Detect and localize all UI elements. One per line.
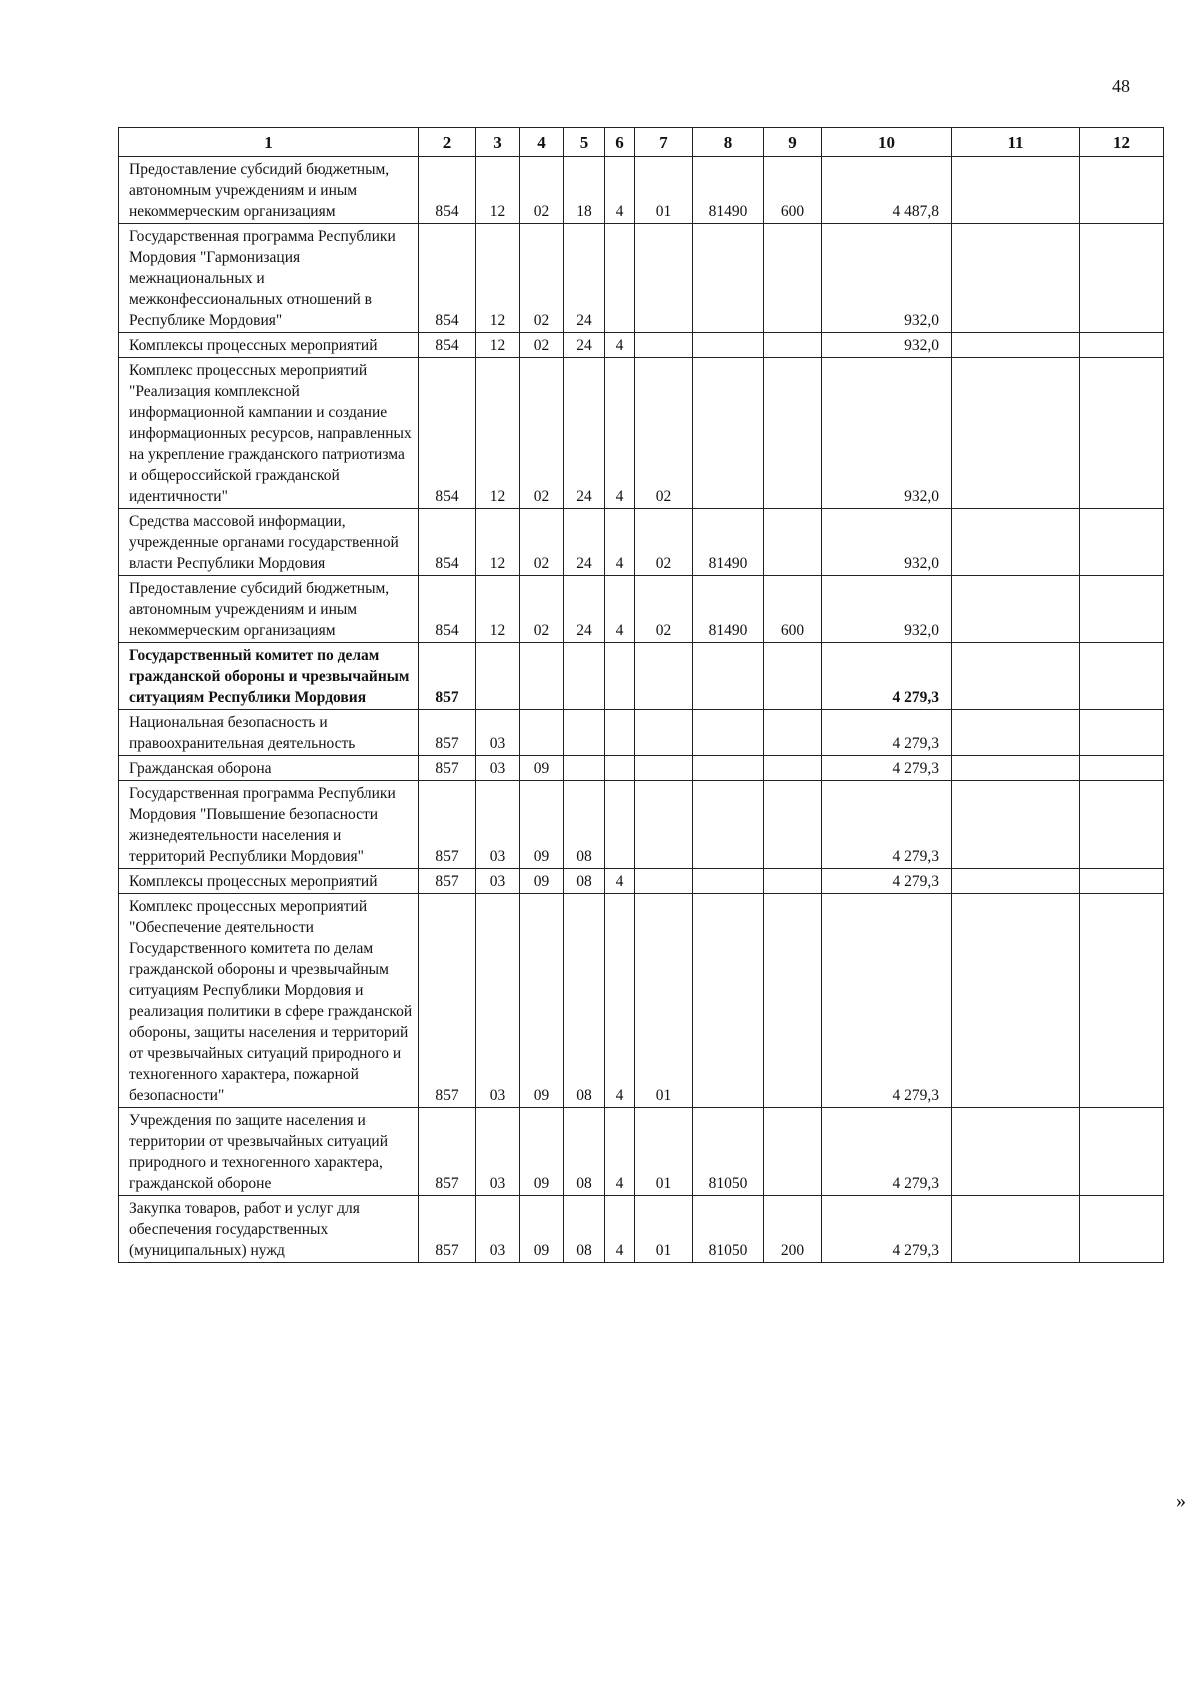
table-row — [119, 894, 1164, 1108]
row-name: Предоставление субсидий бюджетным, автономным учреждениям и иным некоммерческим организациям — [119, 576, 419, 643]
program-code-cell: 24 — [564, 509, 605, 576]
header-cell: 3 — [476, 128, 520, 157]
subprogram-code-cell — [605, 756, 635, 781]
program-code-cell: 08 — [564, 1108, 605, 1196]
expense-code-cell — [693, 781, 764, 869]
subprogram-code-cell: 4 — [605, 869, 635, 894]
amount-col-12-cell — [1080, 1108, 1164, 1196]
event-code-cell: 01 — [635, 1108, 693, 1196]
row-name: Предоставление субсидий бюджетным, автономным учреждениям и иным некоммерческим организациям — [119, 157, 419, 224]
amount-cell: 4 279,3 — [822, 643, 952, 710]
amount-cell: 932,0 — [822, 358, 952, 509]
expense-type-code-cell — [764, 710, 822, 756]
subprogram-code-cell: 4 — [605, 576, 635, 643]
subprogram-code-cell — [605, 710, 635, 756]
subprogram-code-cell — [605, 643, 635, 710]
amount-col-11-cell — [952, 1108, 1080, 1196]
expense-code-cell — [693, 224, 764, 333]
ministry-code-cell: 857 — [419, 643, 476, 710]
event-code-cell — [635, 224, 693, 333]
amount-col-11-cell — [952, 1196, 1080, 1263]
amount-col-12-cell — [1080, 643, 1164, 710]
row-name: Государственная программа Республики Мордовия "Повышение безопасности жизнедеятельности населения и территорий Республики Мордовия" — [119, 781, 419, 869]
program-code-cell — [564, 710, 605, 756]
subsection-code-cell: 02 — [520, 333, 564, 358]
amount-col-11-cell — [952, 224, 1080, 333]
table-row — [119, 1196, 1164, 1263]
subsection-code-cell: 02 — [520, 224, 564, 333]
ministry-code-cell: 854 — [419, 157, 476, 224]
row-name: Комплекс процессных мероприятий "Обеспечение деятельности Государственного комитета по делам гражданской обороны и чрезвычайным ситуациям Республики Мордовия и реализация политики в сфере гражданской обороны, защиты населения и территорий от чрезвычайных ситуаций природного и техногенного характера, пожарной безопасности" — [119, 894, 419, 1108]
amount-cell: 4 279,3 — [822, 756, 952, 781]
expense-code-cell — [693, 358, 764, 509]
section-code-cell: 03 — [476, 894, 520, 1108]
program-code-cell: 24 — [564, 576, 605, 643]
row-name: Комплекс процессных мероприятий "Реализация комплексной информационной кампании и создание информационных ресурсов, направленных на укрепление гражданского патриотизма и общероссийской гражданской идентичности" — [119, 358, 419, 509]
section-code-cell: 03 — [476, 869, 520, 894]
amount-col-11-cell — [952, 509, 1080, 576]
header-cell: 10 — [822, 128, 952, 157]
event-code-cell: 01 — [635, 894, 693, 1108]
expense-type-code-cell: 200 — [764, 1196, 822, 1263]
ministry-code-cell: 857 — [419, 1108, 476, 1196]
ministry-code-cell: 857 — [419, 710, 476, 756]
program-code-cell: 24 — [564, 224, 605, 333]
section-code-cell: 12 — [476, 576, 520, 643]
expense-type-code-cell — [764, 894, 822, 1108]
amount-col-11-cell — [952, 710, 1080, 756]
ministry-code-cell: 857 — [419, 894, 476, 1108]
expense-type-code-cell — [764, 509, 822, 576]
subsection-code-cell: 02 — [520, 509, 564, 576]
event-code-cell: 02 — [635, 509, 693, 576]
amount-cell: 932,0 — [822, 224, 952, 333]
header-cell: 2 — [419, 128, 476, 157]
amount-col-11-cell — [952, 333, 1080, 358]
amount-col-12-cell — [1080, 224, 1164, 333]
row-name: Закупка товаров, работ и услуг для обеспечения государственных (муниципальных) нужд — [119, 1196, 419, 1263]
event-code-cell — [635, 333, 693, 358]
amount-cell: 932,0 — [822, 509, 952, 576]
section-code-cell: 03 — [476, 756, 520, 781]
table-row — [119, 756, 1164, 781]
amount-col-12-cell — [1080, 894, 1164, 1108]
header-cell: 5 — [564, 128, 605, 157]
table-row — [119, 781, 1164, 869]
subprogram-code-cell: 4 — [605, 157, 635, 224]
amount-col-11-cell — [952, 869, 1080, 894]
table-row — [119, 224, 1164, 333]
table-row — [119, 358, 1164, 509]
expense-type-code-cell — [764, 1108, 822, 1196]
expense-type-code-cell — [764, 333, 822, 358]
expense-code-cell: 81490 — [693, 157, 764, 224]
expense-code-cell: 81490 — [693, 576, 764, 643]
section-code-cell: 03 — [476, 1196, 520, 1263]
amount-col-12-cell — [1080, 869, 1164, 894]
program-code-cell: 24 — [564, 333, 605, 358]
ministry-code-cell: 857 — [419, 1196, 476, 1263]
subprogram-code-cell — [605, 781, 635, 869]
amount-col-12-cell — [1080, 509, 1164, 576]
subsection-code-cell: 09 — [520, 869, 564, 894]
table-row — [119, 509, 1164, 576]
subsection-code-cell: 09 — [520, 1196, 564, 1263]
table-row — [119, 576, 1164, 643]
section-code-cell: 03 — [476, 781, 520, 869]
expense-type-code-cell — [764, 643, 822, 710]
section-code-cell: 12 — [476, 224, 520, 333]
expense-type-code-cell: 600 — [764, 157, 822, 224]
section-code-cell: 12 — [476, 358, 520, 509]
ministry-code-cell: 857 — [419, 756, 476, 781]
row-name: Комплексы процессных мероприятий — [119, 333, 419, 358]
expense-code-cell — [693, 869, 764, 894]
subsection-code-cell — [520, 643, 564, 710]
program-code-cell: 08 — [564, 894, 605, 1108]
amount-col-11-cell — [952, 781, 1080, 869]
expense-code-cell — [693, 710, 764, 756]
event-code-cell — [635, 781, 693, 869]
program-code-cell: 18 — [564, 157, 605, 224]
amount-col-12-cell — [1080, 358, 1164, 509]
table-row — [119, 157, 1164, 224]
program-code-cell — [564, 756, 605, 781]
expense-type-code-cell — [764, 358, 822, 509]
header-cell: 7 — [635, 128, 693, 157]
subsection-code-cell — [520, 710, 564, 756]
table-row — [119, 710, 1164, 756]
program-code-cell: 08 — [564, 781, 605, 869]
expense-type-code-cell — [764, 869, 822, 894]
amount-col-12-cell — [1080, 756, 1164, 781]
amount-col-12-cell — [1080, 1196, 1164, 1263]
event-code-cell: 01 — [635, 157, 693, 224]
header-cell: 8 — [693, 128, 764, 157]
amount-cell: 932,0 — [822, 576, 952, 643]
event-code-cell — [635, 710, 693, 756]
event-code-cell: 01 — [635, 1196, 693, 1263]
subprogram-code-cell: 4 — [605, 509, 635, 576]
amount-cell: 4 279,3 — [822, 894, 952, 1108]
ministry-code-cell: 854 — [419, 358, 476, 509]
table-row — [119, 643, 1164, 710]
amount-col-11-cell — [952, 894, 1080, 1108]
section-code-cell: 03 — [476, 710, 520, 756]
row-name: Государственная программа Республики Мордовия "Гармонизация межнациональных и межконфессиональных отношений в Республике Мордовия" — [119, 224, 419, 333]
amount-cell: 4 279,3 — [822, 781, 952, 869]
row-name: Национальная безопасность и правоохранительная деятельность — [119, 710, 419, 756]
expense-type-code-cell: 600 — [764, 576, 822, 643]
header-cell: 12 — [1080, 128, 1164, 157]
program-code-cell: 24 — [564, 358, 605, 509]
subsection-code-cell: 09 — [520, 1108, 564, 1196]
row-name: Учреждения по защите населения и территории от чрезвычайных ситуаций природного и техногенного характера, гражданской обороне — [119, 1108, 419, 1196]
section-code-cell: 12 — [476, 333, 520, 358]
ministry-code-cell: 854 — [419, 576, 476, 643]
expense-type-code-cell — [764, 756, 822, 781]
header-cell: 6 — [605, 128, 635, 157]
row-name: Государственный комитет по делам гражданской обороны и чрезвычайным ситуациям Республики Мордовия — [119, 643, 419, 710]
row-name: Средства массовой информации, учрежденные органами государственной власти Республики Мордовия — [119, 509, 419, 576]
amount-col-12-cell — [1080, 157, 1164, 224]
event-code-cell: 02 — [635, 358, 693, 509]
amount-col-12-cell — [1080, 710, 1164, 756]
amount-col-12-cell — [1080, 333, 1164, 358]
expense-code-cell — [693, 894, 764, 1108]
expense-code-cell: 81050 — [693, 1108, 764, 1196]
event-code-cell — [635, 756, 693, 781]
subsection-code-cell: 02 — [520, 576, 564, 643]
amount-cell: 4 279,3 — [822, 1196, 952, 1263]
subprogram-code-cell — [605, 224, 635, 333]
row-name: Гражданская оборона — [119, 756, 419, 781]
table-row — [119, 1108, 1164, 1196]
amount-cell: 932,0 — [822, 333, 952, 358]
amount-col-11-cell — [952, 358, 1080, 509]
header-cell: 11 — [952, 128, 1080, 157]
expense-type-code-cell — [764, 224, 822, 333]
expense-code-cell — [693, 333, 764, 358]
subprogram-code-cell: 4 — [605, 333, 635, 358]
expense-type-code-cell — [764, 781, 822, 869]
subprogram-code-cell: 4 — [605, 358, 635, 509]
amount-col-11-cell — [952, 576, 1080, 643]
header-cell: 1 — [119, 128, 419, 157]
amount-col-12-cell — [1080, 576, 1164, 643]
section-code-cell — [476, 643, 520, 710]
subprogram-code-cell: 4 — [605, 894, 635, 1108]
amount-col-11-cell — [952, 157, 1080, 224]
subsection-code-cell: 09 — [520, 781, 564, 869]
amount-cell: 4 487,8 — [822, 157, 952, 224]
subsection-code-cell: 02 — [520, 157, 564, 224]
amount-cell: 4 279,3 — [822, 710, 952, 756]
ministry-code-cell: 854 — [419, 509, 476, 576]
subprogram-code-cell: 4 — [605, 1196, 635, 1263]
table-row — [119, 333, 1164, 358]
expense-code-cell: 81050 — [693, 1196, 764, 1263]
header-cell: 4 — [520, 128, 564, 157]
table-header-row — [119, 128, 1164, 157]
ministry-code-cell: 854 — [419, 224, 476, 333]
amount-col-11-cell — [952, 643, 1080, 710]
budget-table — [118, 127, 1164, 1263]
event-code-cell — [635, 869, 693, 894]
ministry-code-cell: 857 — [419, 781, 476, 869]
subsection-code-cell: 09 — [520, 756, 564, 781]
program-code-cell: 08 — [564, 869, 605, 894]
ministry-code-cell: 857 — [419, 869, 476, 894]
event-code-cell: 02 — [635, 576, 693, 643]
table-row — [119, 869, 1164, 894]
table-body — [119, 157, 1164, 1263]
expense-code-cell — [693, 643, 764, 710]
closing-quote-mark: » — [1176, 1490, 1186, 1512]
expense-code-cell — [693, 756, 764, 781]
header-cell: 9 — [764, 128, 822, 157]
subsection-code-cell: 09 — [520, 894, 564, 1108]
amount-col-12-cell — [1080, 781, 1164, 869]
section-code-cell: 12 — [476, 157, 520, 224]
program-code-cell: 08 — [564, 1196, 605, 1263]
amount-cell: 4 279,3 — [822, 1108, 952, 1196]
amount-col-11-cell — [952, 756, 1080, 781]
amount-cell: 4 279,3 — [822, 869, 952, 894]
section-code-cell: 03 — [476, 1108, 520, 1196]
row-name: Комплексы процессных мероприятий — [119, 869, 419, 894]
ministry-code-cell: 854 — [419, 333, 476, 358]
program-code-cell — [564, 643, 605, 710]
section-code-cell: 12 — [476, 509, 520, 576]
expense-code-cell: 81490 — [693, 509, 764, 576]
subprogram-code-cell: 4 — [605, 1108, 635, 1196]
subsection-code-cell: 02 — [520, 358, 564, 509]
event-code-cell — [635, 643, 693, 710]
page-number: 48 — [1112, 76, 1130, 96]
